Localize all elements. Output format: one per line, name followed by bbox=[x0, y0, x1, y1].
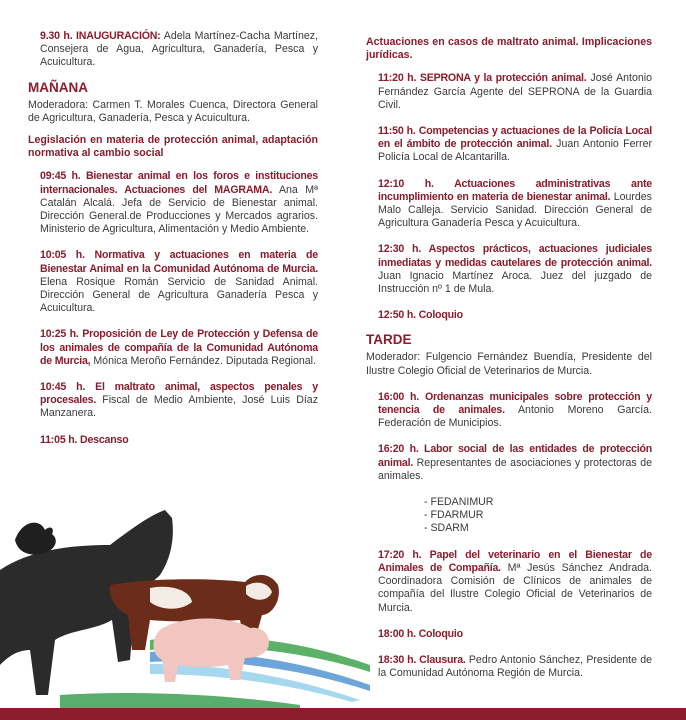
agenda-item bbox=[40, 249, 318, 315]
entry-title: 16:20 h. Labor social de las entidades de protección animal. bbox=[378, 443, 652, 469]
entry-title: 11:20 h. SEPRONA y la protección animal. bbox=[378, 72, 587, 85]
entry-text: Antonio Moreno García. Federación de Municipios. bbox=[378, 404, 652, 430]
right-column bbox=[366, 0, 652, 680]
entry-title: 11:05 h. Descanso bbox=[40, 433, 129, 446]
agenda-item bbox=[378, 654, 652, 680]
entry-text: Fiscal de Medio Ambiente, José Luis Díaz Manzanera. bbox=[40, 394, 318, 420]
block-title: Legislación en materia de protección animal, adaptación normativa al cambio social bbox=[28, 134, 318, 160]
entry-title: 12:10 h. Actuaciones administrativas ante incumplimiento en materia de bienestar animal. bbox=[378, 177, 652, 203]
left-column bbox=[28, 0, 318, 447]
agenda-item bbox=[378, 443, 652, 483]
list-item: - SDARM bbox=[424, 522, 469, 535]
entry-title: 12:50 h. Coloquio bbox=[378, 309, 463, 322]
agenda-item bbox=[378, 549, 652, 615]
entry-text: Ana Mª Catalán Alcalá. Jefa de Servicio de Bienestar animal. Dirección General.de Producciones y Mercados agrarios. Ministerio de Agricultura, Alimentación y Medio Ambiente. bbox=[40, 183, 318, 236]
entry-title: 18:00 h. Coloquio bbox=[378, 627, 463, 640]
list-item: - FDARMUR bbox=[424, 509, 484, 522]
entry-title: 10:25 h. Proposición de Ley de Protección y Defensa de los animales de compañía de la Comunidad Autónoma de Murcia, bbox=[40, 328, 318, 367]
agenda-item bbox=[378, 628, 652, 641]
entry-text: Elena Rosique Román Servicio de Sanidad Animal. Dirección General de Agricultura Ganadería Pesca y Acuicultura. bbox=[40, 275, 318, 315]
agenda-item bbox=[378, 178, 652, 231]
section-heading-manana: MAÑANA bbox=[28, 79, 88, 95]
entry-text: Representantes de asociaciones y protectoras de animales. bbox=[378, 456, 652, 482]
block-title: Actuaciones en casos de maltrato animal. Implicaciones jurídicas. bbox=[366, 36, 652, 62]
entry-text: Pedro Antonio Sánchez, Presidente de la Comunidad Autónoma Región de Murcia. bbox=[378, 653, 652, 680]
entry-title: 17:20 h. Papel del veterinario en el Bienestar de Animales de Compañía. bbox=[378, 548, 652, 574]
entry-text: Mónica Meroño Fernández. Diputada Regional. bbox=[90, 354, 316, 367]
agenda-item bbox=[378, 72, 652, 112]
farm-animals-illustration bbox=[0, 490, 370, 710]
entry-text: Lourdes Malo Calleja. Servicio Sanidad. Dirección General de Agricultura Ganadería Pesca y Acuicultura. bbox=[378, 190, 652, 230]
entry-text: José Antonio Fernández García Agente del SEPRONA de la Guardia Civil. bbox=[378, 72, 652, 111]
moderador-text: Moderador: Fulgencio Fernández Buendía, Presidente del Ilustre Colegio Oficial de Veterinarios de Murcia. bbox=[366, 351, 652, 377]
entry-text: Mª Jesús Sánchez Andrada. Coordinadora Comisión de Clínicos de animales de compañía del Ilustre Colegio Oficial de Veterinarios de Murcia. bbox=[378, 561, 652, 614]
agenda-item bbox=[40, 170, 318, 236]
entry-title: 18:30 h. Clausura. bbox=[378, 653, 466, 666]
entry-title: 12:30 h. Aspectos prácticos, actuaciones judiciales inmediatas y medidas cautelares de protección animal. bbox=[378, 243, 652, 269]
agenda-item bbox=[378, 391, 652, 431]
footer-band bbox=[0, 708, 686, 720]
entry-text: Adela Martínez-Cacha Martínez, Consejera de Agua, Agricultura, Ganadería, Pesca y Acuicultura. bbox=[40, 30, 318, 69]
entry-text: Juan Ignacio Martínez Aroca. Juez del juzgado de Instrucción nº 1 de Mula. bbox=[378, 269, 652, 296]
agenda-item bbox=[378, 309, 652, 322]
entry-text: Juan Antonio Ferrer Policía Local de Alcantarilla. bbox=[378, 138, 652, 164]
list-item: - FEDANIMUR bbox=[424, 496, 494, 509]
agenda-item bbox=[378, 243, 652, 296]
agenda-item bbox=[40, 434, 318, 447]
section-heading-tarde: TARDE bbox=[366, 332, 412, 348]
organizations-list bbox=[424, 496, 652, 536]
moderadora-text: Moderadora: Carmen T. Morales Cuenca, Directora General de Agricultura, Ganadería, Pesca y Acuicultura. bbox=[28, 98, 318, 124]
entry-title: 10:05 h. Normativa y actuaciones en materia de Bienestar Animal en la Comunidad Autónoma de Murcia. bbox=[40, 249, 318, 275]
entry-title: 11:50 h. Competencias y actuaciones de la Policía Local en el ámbito de protección animal. bbox=[378, 125, 652, 151]
inauguracion-entry bbox=[40, 30, 318, 70]
entry-title: 09:45 h. Bienestar animal en los foros e instituciones internacionales. Actuaciones del MAGRAMA. bbox=[40, 170, 318, 196]
agenda-item bbox=[40, 381, 318, 421]
agenda-item bbox=[378, 125, 652, 165]
entry-title: 9.30 h. INAUGURACIÓN: bbox=[40, 30, 161, 42]
hen-shape bbox=[15, 523, 56, 555]
entry-title: 16:00 h. Ordenanzas municipales sobre protección y tenencia de animales. bbox=[378, 390, 652, 417]
agenda-item bbox=[40, 328, 318, 368]
entry-title: 10:45 h. El maltrato animal, aspectos penales y procesales. bbox=[40, 381, 318, 407]
